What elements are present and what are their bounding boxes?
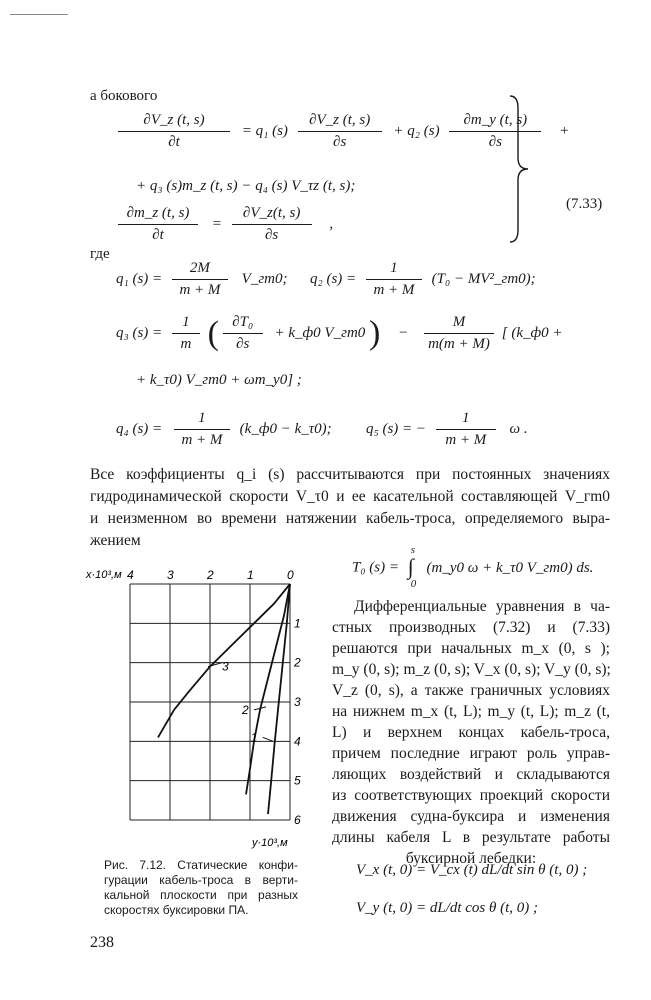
bc-vx: V_x (t, 0) = V_cx (t) dL/dt sin θ (t, 0) ; bbox=[356, 862, 588, 878]
y-tick-label: 1 bbox=[294, 616, 301, 631]
curve-label-1: 1 bbox=[250, 730, 258, 745]
chart-y-axis-label: y·10³,м bbox=[252, 837, 288, 849]
paren-close: ) bbox=[369, 314, 381, 352]
fraction: $\frac{2M}{m + M}$ bbox=[172, 260, 228, 299]
chart-grid bbox=[130, 584, 290, 820]
chart-x-ticks bbox=[127, 568, 294, 582]
curve-label-3: 3 bbox=[222, 659, 229, 674]
y-tick-label: 4 bbox=[294, 734, 301, 749]
x-tick-label: 4 bbox=[127, 568, 134, 582]
curve-label-2: 2 bbox=[242, 702, 249, 717]
integral-sign: ∫ bbox=[407, 554, 414, 579]
fraction: $\frac{\partial V\_z (t, s)}{\partial s}$ bbox=[298, 112, 382, 151]
curve-1 bbox=[268, 584, 290, 814]
curve-label-leader bbox=[263, 737, 273, 741]
header-rule bbox=[10, 14, 68, 15]
integral: s ∫ 0 bbox=[407, 544, 417, 590]
fraction: $\frac{\partial m\_z (t, s)}{\partial t}$ bbox=[118, 205, 198, 244]
fraction: $\frac{\text{∂T₀}}{\partial s}$ bbox=[223, 314, 263, 353]
curve-2 bbox=[246, 584, 290, 794]
x-tick-label: 3 bbox=[167, 568, 174, 582]
y-tick-label: 3 bbox=[294, 695, 301, 709]
y-tick-label: 5 bbox=[294, 773, 301, 788]
figure-caption: Рис. 7.12. Статические конфи- гурации кабель-троса в верти- кальной плоскости при разных скоростях буксировки ПА. bbox=[104, 858, 298, 917]
t0-formula: T₀ (s) = s ∫ 0 (m_y0 ω + k_τ0 V_гm0) ds. bbox=[352, 544, 594, 590]
q1-definition: q₁ (s) = $\frac{2M}{m + M}$ V_гm0; bbox=[116, 260, 288, 298]
x-tick-label: 2 bbox=[207, 568, 214, 582]
fraction: $\frac{M}{m(m + M)}$ bbox=[424, 314, 494, 353]
fraction: $\frac{\partial V\_z (t, s)}{\partial t}$ bbox=[118, 112, 230, 151]
q2-definition: q₂ (s) = $\frac{1}{m + M}$ (T₀ − MV²_гm0); bbox=[310, 260, 536, 298]
x-tick-label: 0 bbox=[287, 568, 294, 582]
chart-series bbox=[158, 584, 290, 814]
fraction: $\frac{1}{m + M}$ bbox=[174, 410, 230, 449]
eq-733-line3: $\frac{\partial m\_z (t, s)}{\partial t}$ = $\frac{\partial V\_z(t, s)}{\partial s}$ , bbox=[118, 205, 333, 244]
fraction: $\frac{1}{m + M}$ bbox=[366, 260, 422, 299]
fraction: $\frac{\partial m\_y (t, s)}{\partial s}$ bbox=[449, 112, 541, 151]
q4-definition: q₄ (s) = $\frac{1}{m + M}$ (k_ф0 − k_τ0); bbox=[116, 410, 332, 448]
fraction: $\frac{1}{m + M}$ bbox=[436, 410, 496, 449]
fraction: $\frac{1}{m}$ bbox=[172, 314, 200, 353]
q3-continuation: + k_τ0) V_гm0 + ωm_y0] ; bbox=[136, 372, 302, 388]
intro-text: а бокового bbox=[90, 88, 158, 104]
page-number: 238 bbox=[90, 934, 114, 951]
q3-definition: q₃ (s) = $\frac{1}{m}$ ( $\frac{\text{∂T₀}}{\partial s}$ + k_ф0 V_гm0 ) − $\frac{M}{m(m + M)}$ [ (k_ф0 + bbox=[116, 314, 563, 352]
coefficients-paragraph: Все коэффициенты q_i (s) рассчитываются при постоянных значениях гидродинамической скорости V_τ0 и ее касательной составляющей V_гm0 и неизменном во времени натяжении кабель-троса, определяемого выра- жением bbox=[90, 466, 610, 549]
chart-x-axis-label: x·10³,м bbox=[86, 569, 122, 581]
q5-definition: q₅ (s) = − $\frac{1}{m + M}$ ω . bbox=[366, 410, 528, 448]
y-tick-label: 2 bbox=[294, 655, 301, 670]
y-tick-label: 6 bbox=[294, 813, 301, 827]
x-tick-label: 1 bbox=[247, 568, 254, 582]
paren-open: ( bbox=[207, 314, 219, 352]
where-word: где bbox=[90, 246, 110, 262]
eq-733-line1: $\frac{\partial V\_z (t, s)}{\partial t}$ = q₁ (s) $\frac{\partial V\_z (t, s)}{\partial s}$ + q₂ (s) $\frac{\partial m\_y (t, s)}{\partial s}$ + bbox=[118, 112, 569, 151]
bc-vy: V_y (t, 0) = dL/dt cos θ (t, 0) ; bbox=[356, 900, 539, 916]
chart-y-ticks bbox=[293, 616, 301, 827]
boundary-conditions-text: Дифференциальные уравнения в ча- стных производных (7.32) и (7.33) решаются при начальных m_x (0, s ); m_y (0, s); m_z (0, s); V_x (0, s); V_y (0, s); V_z (0, s), а также граничных условиях на нижнем m_x (t, L); m_y (t, L); m_z (t, L) и верхнем концах кабель-троса, причем последние играют роль управ- ляющих воздействий и складываются из соответствующих проекций скорости движения судна-буксира и изменения длины кабеля L в результате работы буксирной лебедки: bbox=[332, 598, 611, 867]
equation-number: (7.33) bbox=[566, 196, 603, 212]
eq-733-line2: + q₃ (s)m_z (t, s) − q₄ (s) V_τz (t, s); bbox=[136, 178, 356, 194]
fraction: $\frac{\partial V\_z(t, s)}{\partial s}$ bbox=[232, 205, 312, 244]
cable-configuration-chart bbox=[84, 560, 324, 850]
right-brace bbox=[508, 94, 532, 244]
